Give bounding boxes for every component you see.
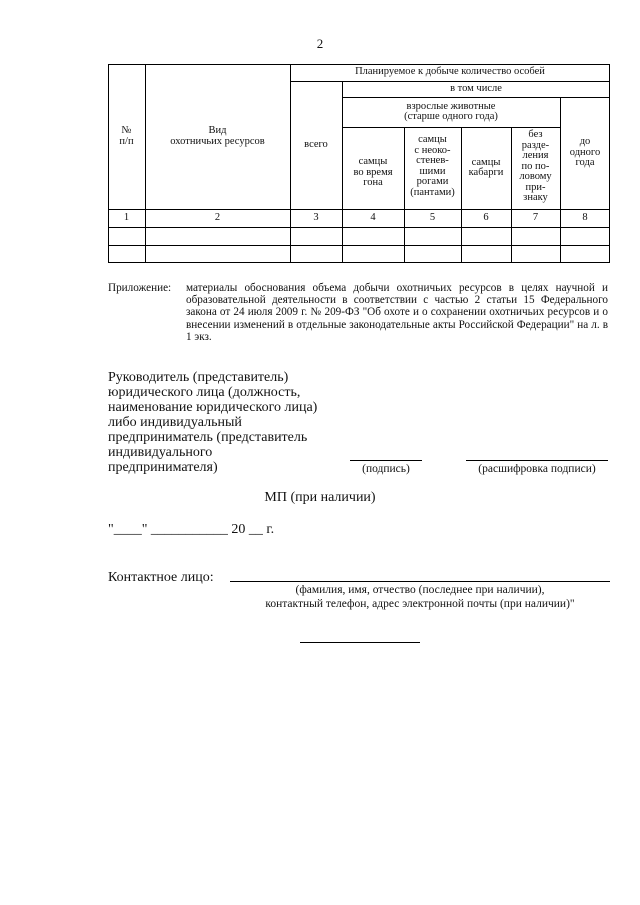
table-row [108, 245, 610, 262]
date-line: "____" ___________ 20 __ г. [108, 522, 275, 537]
decoding-caption: (расшифровка подписи) [478, 463, 596, 475]
column-header-species: Вид охотничьих ресурсов [170, 125, 265, 147]
table-rule [108, 262, 610, 263]
column-number: 3 [313, 211, 319, 223]
column-header-males-rut: самцы во время гона [353, 156, 393, 189]
column-header-planned: Планируемое к добыче количество особей [355, 66, 545, 78]
column-number: 5 [429, 211, 436, 223]
column-number: 4 [370, 211, 376, 223]
signature-line [350, 460, 422, 461]
column-header-number: № п/п [119, 125, 134, 147]
closing-rule [300, 642, 420, 643]
decoding-line [466, 460, 608, 461]
column-header-males-antlers: самцы с неоко- стенев- шими рогами (пантами) [410, 134, 455, 198]
signature-caption: (подпись) [362, 463, 410, 475]
column-header-males-musk-deer: самцы кабарги [468, 156, 504, 178]
contact-label: Контактное лицо: [108, 570, 214, 585]
column-header-no-sex-division: без разде- ления по по- ловому при- знаку [519, 129, 552, 203]
column-header-including: в том числе [450, 82, 502, 94]
appendix-text: материалы обоснования объема добычи охотничьих ресурсов в целях научной и образовательной деятельности в соответствии с частью 2 статьи 15 Федерального закона от 24 июля 2009 г. № 209-ФЗ "Об охоте и о сохранении охотничьих ресурсов и о внесении изменений в отдельные законодательные акты Российской Федерации" на л. в 1 экз. [186, 282, 608, 343]
appendix-label: Приложение: [108, 282, 172, 294]
column-number: 6 [483, 211, 489, 223]
column-number: 2 [214, 211, 221, 223]
column-header-adults: взрослые животные (старше одного года) [404, 100, 498, 122]
column-header-under-one-year: до одного года [569, 136, 601, 169]
column-number: 7 [532, 211, 539, 223]
head-title: Руководитель (представитель) юридического лица (должность, наименование юридического лица) либо индивидуальный предприниматель (представитель индивидуального предпринимателя) [108, 370, 318, 475]
column-header-total: всего [304, 138, 328, 150]
planned-harvest-table [108, 64, 610, 263]
column-number: 1 [123, 211, 130, 223]
contact-line [230, 581, 610, 582]
page-number: 2 [316, 36, 324, 51]
column-number: 8 [582, 211, 588, 223]
stamp-place: МП (при наличии) [264, 490, 376, 505]
table-row [108, 227, 610, 245]
contact-caption: (фамилия, имя, отчество (последнее при наличии), контактный телефон, адрес электронной почты (при наличии)" [265, 584, 575, 610]
